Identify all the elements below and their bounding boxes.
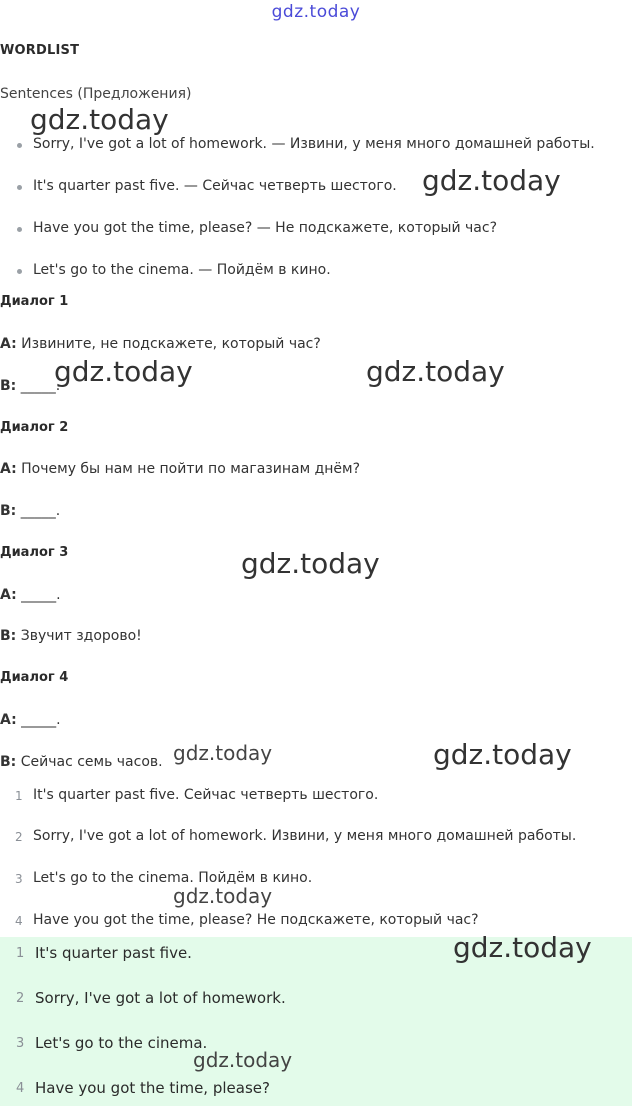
list-number: 2	[15, 830, 23, 844]
dialog-line	[0, 461, 360, 477]
answer-item: Let's go to the cinema.	[35, 1034, 208, 1052]
answer-number: 2	[16, 991, 25, 1006]
wordlist-title: WORDLIST	[0, 43, 80, 58]
answer-item: It's quarter past five.	[35, 944, 192, 962]
wordlist-item: It's quarter past five. — Сейчас четверть шестого.	[33, 178, 397, 194]
dialog-title: Диалог 4	[0, 670, 69, 685]
wordlist-item: Sorry, I've got a lot of homework. — Извини, у меня много домашней работы.	[33, 136, 595, 152]
bullet-icon	[17, 269, 22, 274]
watermark: gdz.today	[241, 547, 380, 580]
speaker-label: A:	[0, 461, 17, 477]
dialog-line	[0, 628, 142, 644]
translation-item: Let's go to the cinema. Пойдём в кино.	[33, 870, 313, 886]
speaker-label: A:	[0, 336, 17, 352]
list-number: 1	[15, 789, 23, 803]
list-number: 4	[15, 914, 23, 928]
speaker-label: B:	[0, 754, 17, 770]
speaker-label: A:	[0, 587, 17, 603]
dialog-line	[0, 587, 61, 603]
answer-item: Sorry, I've got a lot of homework.	[35, 989, 286, 1007]
watermark: gdz.today	[193, 1048, 293, 1072]
dialog-line	[0, 378, 60, 394]
translation-item: Sorry, I've got a lot of homework. Извини, у меня много домашней работы.	[33, 828, 577, 844]
watermark: gdz.today	[30, 103, 169, 136]
dialog-text: _____.	[16, 378, 61, 394]
dialog-text: _____.	[16, 503, 61, 519]
site-logo[interactable]: gdz.today	[271, 2, 361, 22]
dialog-line	[0, 503, 60, 519]
dialog-line	[0, 754, 163, 770]
answer-number: 3	[16, 1036, 25, 1051]
dialog-text: Звучит здорово!	[16, 628, 142, 644]
speaker-label: B:	[0, 378, 17, 394]
dialog-line	[0, 336, 321, 352]
dialog-text: _____.	[16, 712, 61, 728]
dialog-text: _____.	[16, 587, 61, 603]
watermark: gdz.today	[54, 355, 193, 388]
dialog-text: Почему бы нам не пойти по магазинам днём?	[16, 461, 361, 477]
translation-item: Have you got the time, please? Не подскажете, который час?	[33, 912, 479, 928]
watermark: gdz.today	[433, 738, 572, 771]
list-number: 3	[15, 872, 23, 886]
translation-item: It's quarter past five. Сейчас четверть шестого.	[33, 787, 379, 803]
dialog-text: Извините, не подскажете, который час?	[16, 336, 321, 352]
watermark: gdz.today	[422, 164, 561, 197]
wordlist-subtitle: Sentences (Предложения)	[0, 86, 192, 102]
answer-number: 4	[16, 1081, 25, 1096]
dialog-title: Диалог 1	[0, 294, 69, 309]
answer-item: Have you got the time, please?	[35, 1079, 270, 1097]
watermark: gdz.today	[173, 741, 273, 765]
watermark: gdz.today	[453, 931, 592, 964]
watermark: gdz.today	[173, 884, 273, 908]
answer-number: 1	[16, 946, 25, 961]
wordlist-item: Let's go to the cinema. — Пойдём в кино.	[33, 262, 331, 278]
dialog-title: Диалог 2	[0, 420, 69, 435]
dialog-text: Сейчас семь часов.	[16, 754, 163, 770]
speaker-label: B:	[0, 503, 17, 519]
speaker-label: A:	[0, 712, 17, 728]
dialog-line	[0, 712, 61, 728]
speaker-label: B:	[0, 628, 17, 644]
watermark: gdz.today	[366, 355, 505, 388]
wordlist-item: Have you got the time, please? — Не подскажете, который час?	[33, 220, 498, 236]
bullet-icon	[17, 143, 22, 148]
bullet-icon	[17, 227, 22, 232]
dialog-title: Диалог 3	[0, 545, 69, 560]
bullet-icon	[17, 185, 22, 190]
